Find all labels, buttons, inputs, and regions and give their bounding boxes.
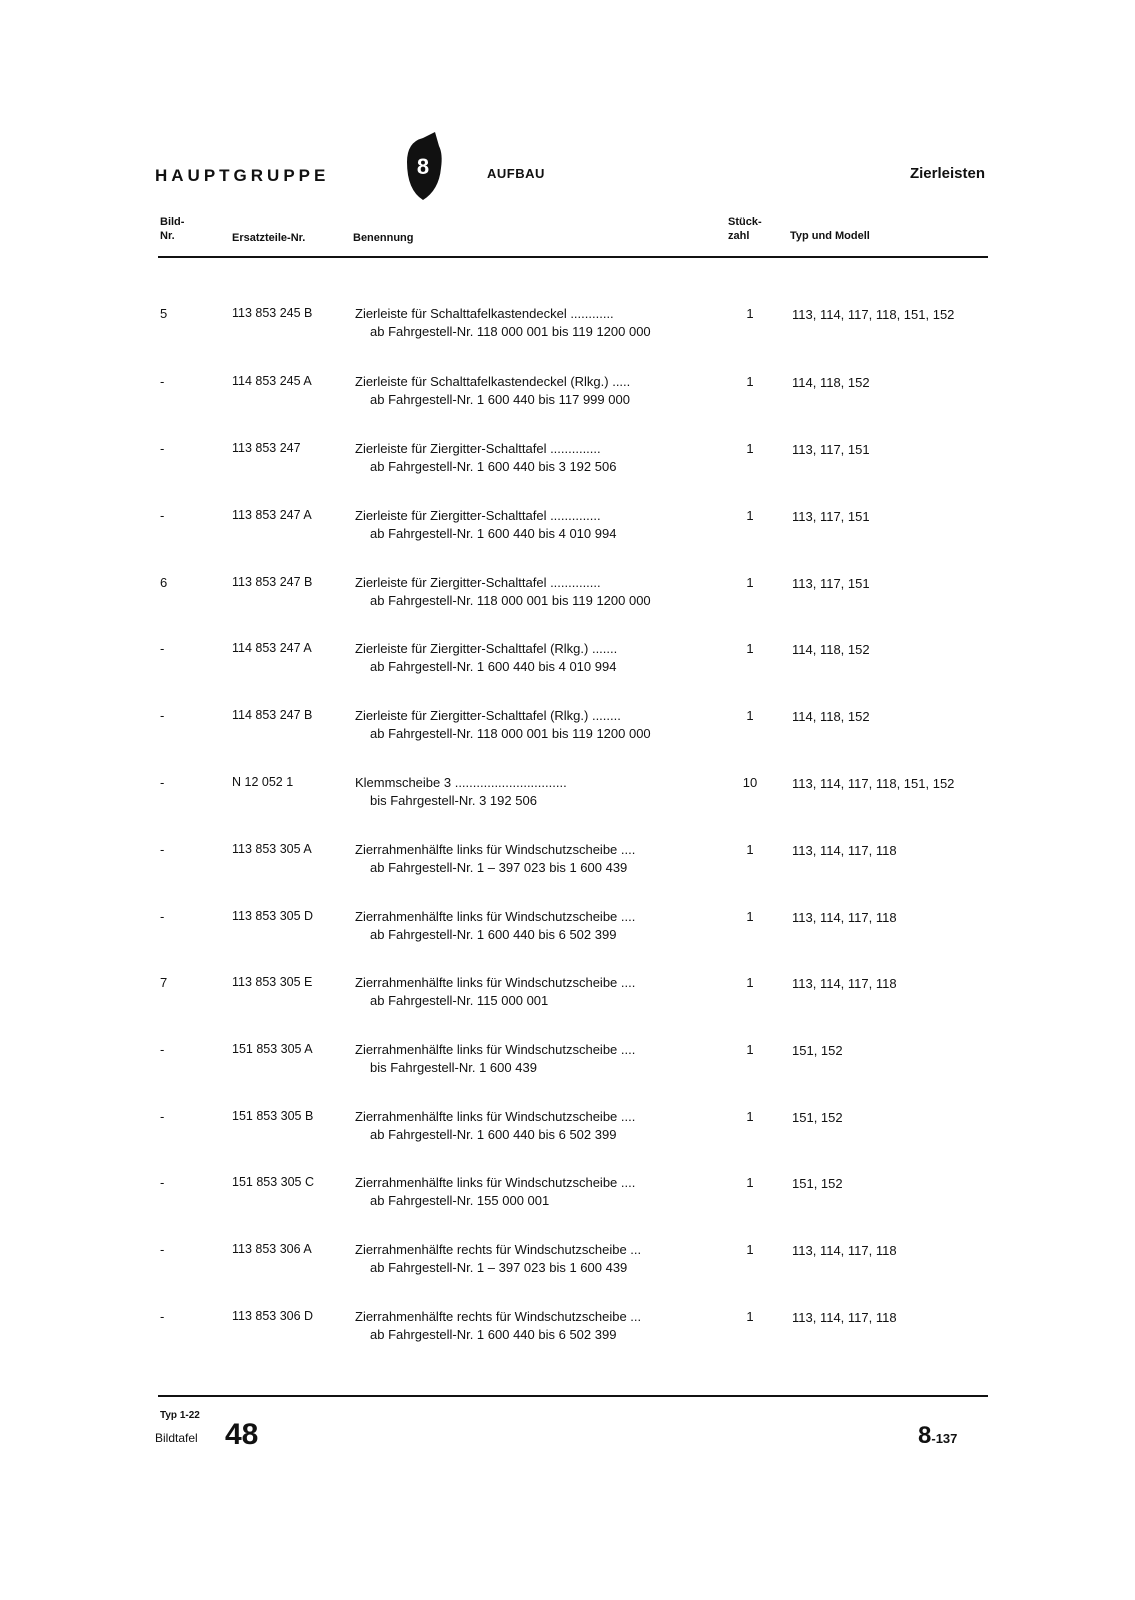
cell-chassis-range: ab Fahrgestell-Nr. 118 000 001 bis 119 1200 000 — [370, 324, 651, 339]
cell-type-model: 113, 114, 117, 118 — [792, 1243, 897, 1258]
cell-chassis-range: ab Fahrgestell-Nr. 155 000 001 — [370, 1193, 550, 1208]
cell-description: Zierleiste für Schalttafelkastendeckel ............ — [355, 306, 614, 321]
footer-typ: Typ 1-22 — [160, 1410, 200, 1421]
cell-bild-nr: - — [160, 909, 165, 924]
cell-part-number: 114 853 247 B — [232, 708, 313, 722]
cell-type-model: 113, 114, 117, 118 — [792, 910, 897, 925]
cell-type-model: 113, 117, 151 — [792, 576, 870, 591]
cell-quantity: 1 — [746, 1242, 754, 1257]
cell-bild-nr: - — [160, 508, 165, 523]
cell-chassis-range: ab Fahrgestell-Nr. 118 000 001 bis 119 1200 000 — [370, 593, 651, 608]
cell-chassis-range: ab Fahrgestell-Nr. 1 600 440 bis 6 502 399 — [370, 1127, 617, 1142]
cell-type-model: 114, 118, 152 — [792, 642, 870, 657]
cell-type-model: 151, 152 — [792, 1176, 843, 1191]
table-row — [160, 508, 985, 548]
cell-bild-nr: - — [160, 1042, 165, 1057]
cell-chassis-range: ab Fahrgestell-Nr. 1 600 440 bis 4 010 994 — [370, 659, 617, 674]
cell-type-model: 151, 152 — [792, 1110, 843, 1125]
cell-bild-nr: - — [160, 1109, 165, 1124]
table-row — [160, 909, 985, 949]
cell-description: Zierleiste für Schalttafelkastendeckel (Rlkg.) ..... — [355, 374, 631, 389]
cell-type-model: 113, 114, 117, 118, 151, 152 — [792, 307, 955, 322]
cell-description: Zierrahmenhälfte rechts für Windschutzscheibe ... — [355, 1242, 642, 1257]
cell-quantity: 1 — [746, 1175, 754, 1190]
cell-bild-nr: - — [160, 842, 165, 857]
cell-quantity: 1 — [746, 575, 754, 590]
cell-description: Zierleiste für Ziergitter-Schalttafel .............. — [355, 575, 601, 590]
cell-description: Zierleiste für Ziergitter-Schalttafel (Rlkg.) ........ — [355, 708, 621, 723]
group-number: 8 — [416, 154, 430, 179]
cell-quantity: 1 — [746, 1309, 754, 1324]
cell-bild-nr: - — [160, 641, 165, 656]
col-benennung: Benennung — [353, 232, 414, 244]
table-row — [160, 1242, 985, 1282]
cell-chassis-range: ab Fahrgestell-Nr. 118 000 001 bis 119 1200 000 — [370, 726, 651, 741]
table-row — [160, 775, 985, 815]
table-row — [160, 1042, 985, 1082]
cell-chassis-range: ab Fahrgestell-Nr. 115 000 001 — [370, 993, 549, 1008]
cell-bild-nr: - — [160, 1242, 165, 1257]
cell-chassis-range: ab Fahrgestell-Nr. 1 600 440 bis 117 999 000 — [370, 392, 630, 407]
cell-part-number: 113 853 245 B — [232, 306, 313, 320]
cell-part-number: 113 853 305 D — [232, 909, 314, 923]
col-typ-modell: Typ und Modell — [790, 230, 870, 242]
cell-type-model: 113, 114, 117, 118 — [792, 1310, 897, 1325]
cell-part-number: 113 853 247 — [232, 441, 301, 455]
cell-type-model: 114, 118, 152 — [792, 709, 870, 724]
footer-rule — [158, 1395, 988, 1397]
cell-quantity: 1 — [746, 909, 754, 924]
cell-part-number: 113 853 306 A — [232, 1242, 312, 1256]
cell-part-number: 114 853 247 A — [232, 641, 312, 655]
col-bild-nr: Bild- Nr. — [160, 216, 185, 242]
cell-part-number: 114 853 245 A — [232, 374, 312, 388]
table-row — [160, 708, 985, 748]
cell-bild-nr: - — [160, 441, 165, 456]
cell-description: Zierleiste für Ziergitter-Schalttafel (Rlkg.) ....... — [355, 641, 618, 656]
table-row — [160, 1109, 985, 1149]
cell-description: Zierrahmenhälfte links für Windschutzscheibe .... — [355, 842, 636, 857]
cell-quantity: 1 — [746, 306, 754, 321]
cell-chassis-range: ab Fahrgestell-Nr. 1 600 440 bis 3 192 506 — [370, 459, 617, 474]
table-row — [160, 641, 985, 681]
cell-part-number: N 12 052 1 — [232, 775, 294, 789]
cell-part-number: 151 853 305 B — [232, 1109, 314, 1123]
cell-bild-nr: 7 — [160, 975, 168, 990]
cell-description: Zierrahmenhälfte links für Windschutzscheibe .... — [355, 975, 636, 990]
cell-description: Zierrahmenhälfte links für Windschutzscheibe .... — [355, 1175, 636, 1190]
cell-type-model: 113, 117, 151 — [792, 442, 870, 457]
cell-bild-nr: 5 — [160, 306, 168, 321]
cell-description: Zierrahmenhälfte links für Windschutzscheibe .... — [355, 909, 636, 924]
cell-description: Zierrahmenhälfte links für Windschutzscheibe .... — [355, 1042, 636, 1057]
table-row — [160, 374, 985, 414]
cell-part-number: 113 853 247 A — [232, 508, 312, 522]
cell-part-number: 113 853 306 D — [232, 1309, 314, 1323]
cell-chassis-range: bis Fahrgestell-Nr. 1 600 439 — [370, 1060, 537, 1075]
cell-quantity: 1 — [746, 1042, 754, 1057]
category-title: Zierleisten — [909, 165, 985, 182]
table-row — [160, 842, 985, 882]
cell-type-model: 151, 152 — [792, 1043, 843, 1058]
table-row — [160, 306, 985, 346]
cell-chassis-range: ab Fahrgestell-Nr. 1 – 397 023 bis 1 600 439 — [370, 1260, 628, 1275]
cell-description: Zierleiste für Ziergitter-Schalttafel .............. — [355, 441, 601, 456]
cell-type-model: 113, 114, 117, 118 — [792, 976, 897, 991]
col-stueckzahl: Stück- zahl — [728, 216, 762, 242]
cell-part-number: 151 853 305 C — [232, 1175, 315, 1189]
table-row — [160, 575, 985, 615]
cell-bild-nr: - — [160, 1309, 165, 1324]
page-number: 8-137 — [918, 1422, 958, 1449]
cell-quantity: 1 — [746, 975, 754, 990]
cell-description: Zierleiste für Ziergitter-Schalttafel .............. — [355, 508, 601, 523]
cell-type-model: 113, 114, 117, 118, 151, 152 — [792, 776, 955, 791]
cell-chassis-range: ab Fahrgestell-Nr. 1 600 440 bis 4 010 994 — [370, 526, 617, 541]
cell-quantity: 1 — [746, 842, 754, 857]
cell-type-model: 113, 117, 151 — [792, 509, 870, 524]
cell-type-model: 113, 114, 117, 118 — [792, 843, 897, 858]
table-row — [160, 441, 985, 481]
footer-bildtafel-number: 48 — [225, 1418, 259, 1451]
cell-bild-nr: - — [160, 374, 165, 389]
cell-quantity: 1 — [746, 708, 754, 723]
cell-chassis-range: ab Fahrgestell-Nr. 1 – 397 023 bis 1 600 439 — [370, 860, 628, 875]
cell-part-number: 151 853 305 A — [232, 1042, 313, 1056]
cell-description: Zierrahmenhälfte links für Windschutzscheibe .... — [355, 1109, 636, 1124]
cell-quantity: 1 — [746, 508, 754, 523]
cell-description: Klemmscheibe 3 ............................... — [355, 775, 567, 790]
cell-bild-nr: 6 — [160, 575, 168, 590]
cell-chassis-range: ab Fahrgestell-Nr. 1 600 440 bis 6 502 399 — [370, 1327, 617, 1342]
cell-bild-nr: - — [160, 708, 165, 723]
cell-bild-nr: - — [160, 1175, 165, 1190]
cell-part-number: 113 853 247 B — [232, 575, 313, 589]
section-title: AUFBAU — [487, 166, 545, 181]
table-row — [160, 1175, 985, 1215]
cell-type-model: 114, 118, 152 — [792, 375, 870, 390]
col-ersatzteile: Ersatzteile-Nr. — [232, 232, 306, 244]
cell-quantity: 1 — [746, 441, 754, 456]
table-row — [160, 1309, 985, 1349]
group-label: HAUPTGRUPPE — [155, 166, 330, 185]
cell-description: Zierrahmenhälfte rechts für Windschutzscheibe ... — [355, 1309, 642, 1324]
cell-part-number: 113 853 305 E — [232, 975, 313, 989]
cell-chassis-range: ab Fahrgestell-Nr. 1 600 440 bis 6 502 399 — [370, 927, 617, 942]
footer-bildtafel-label: Bildtafel — [155, 1431, 198, 1445]
cell-quantity: 1 — [746, 1109, 754, 1124]
table-row — [160, 975, 985, 1015]
cell-bild-nr: - — [160, 775, 165, 790]
cell-chassis-range: bis Fahrgestell-Nr. 3 192 506 — [370, 793, 537, 808]
cell-quantity: 10 — [742, 775, 758, 790]
cell-part-number: 113 853 305 A — [232, 842, 312, 856]
cell-quantity: 1 — [746, 374, 754, 389]
cell-quantity: 1 — [746, 641, 754, 656]
